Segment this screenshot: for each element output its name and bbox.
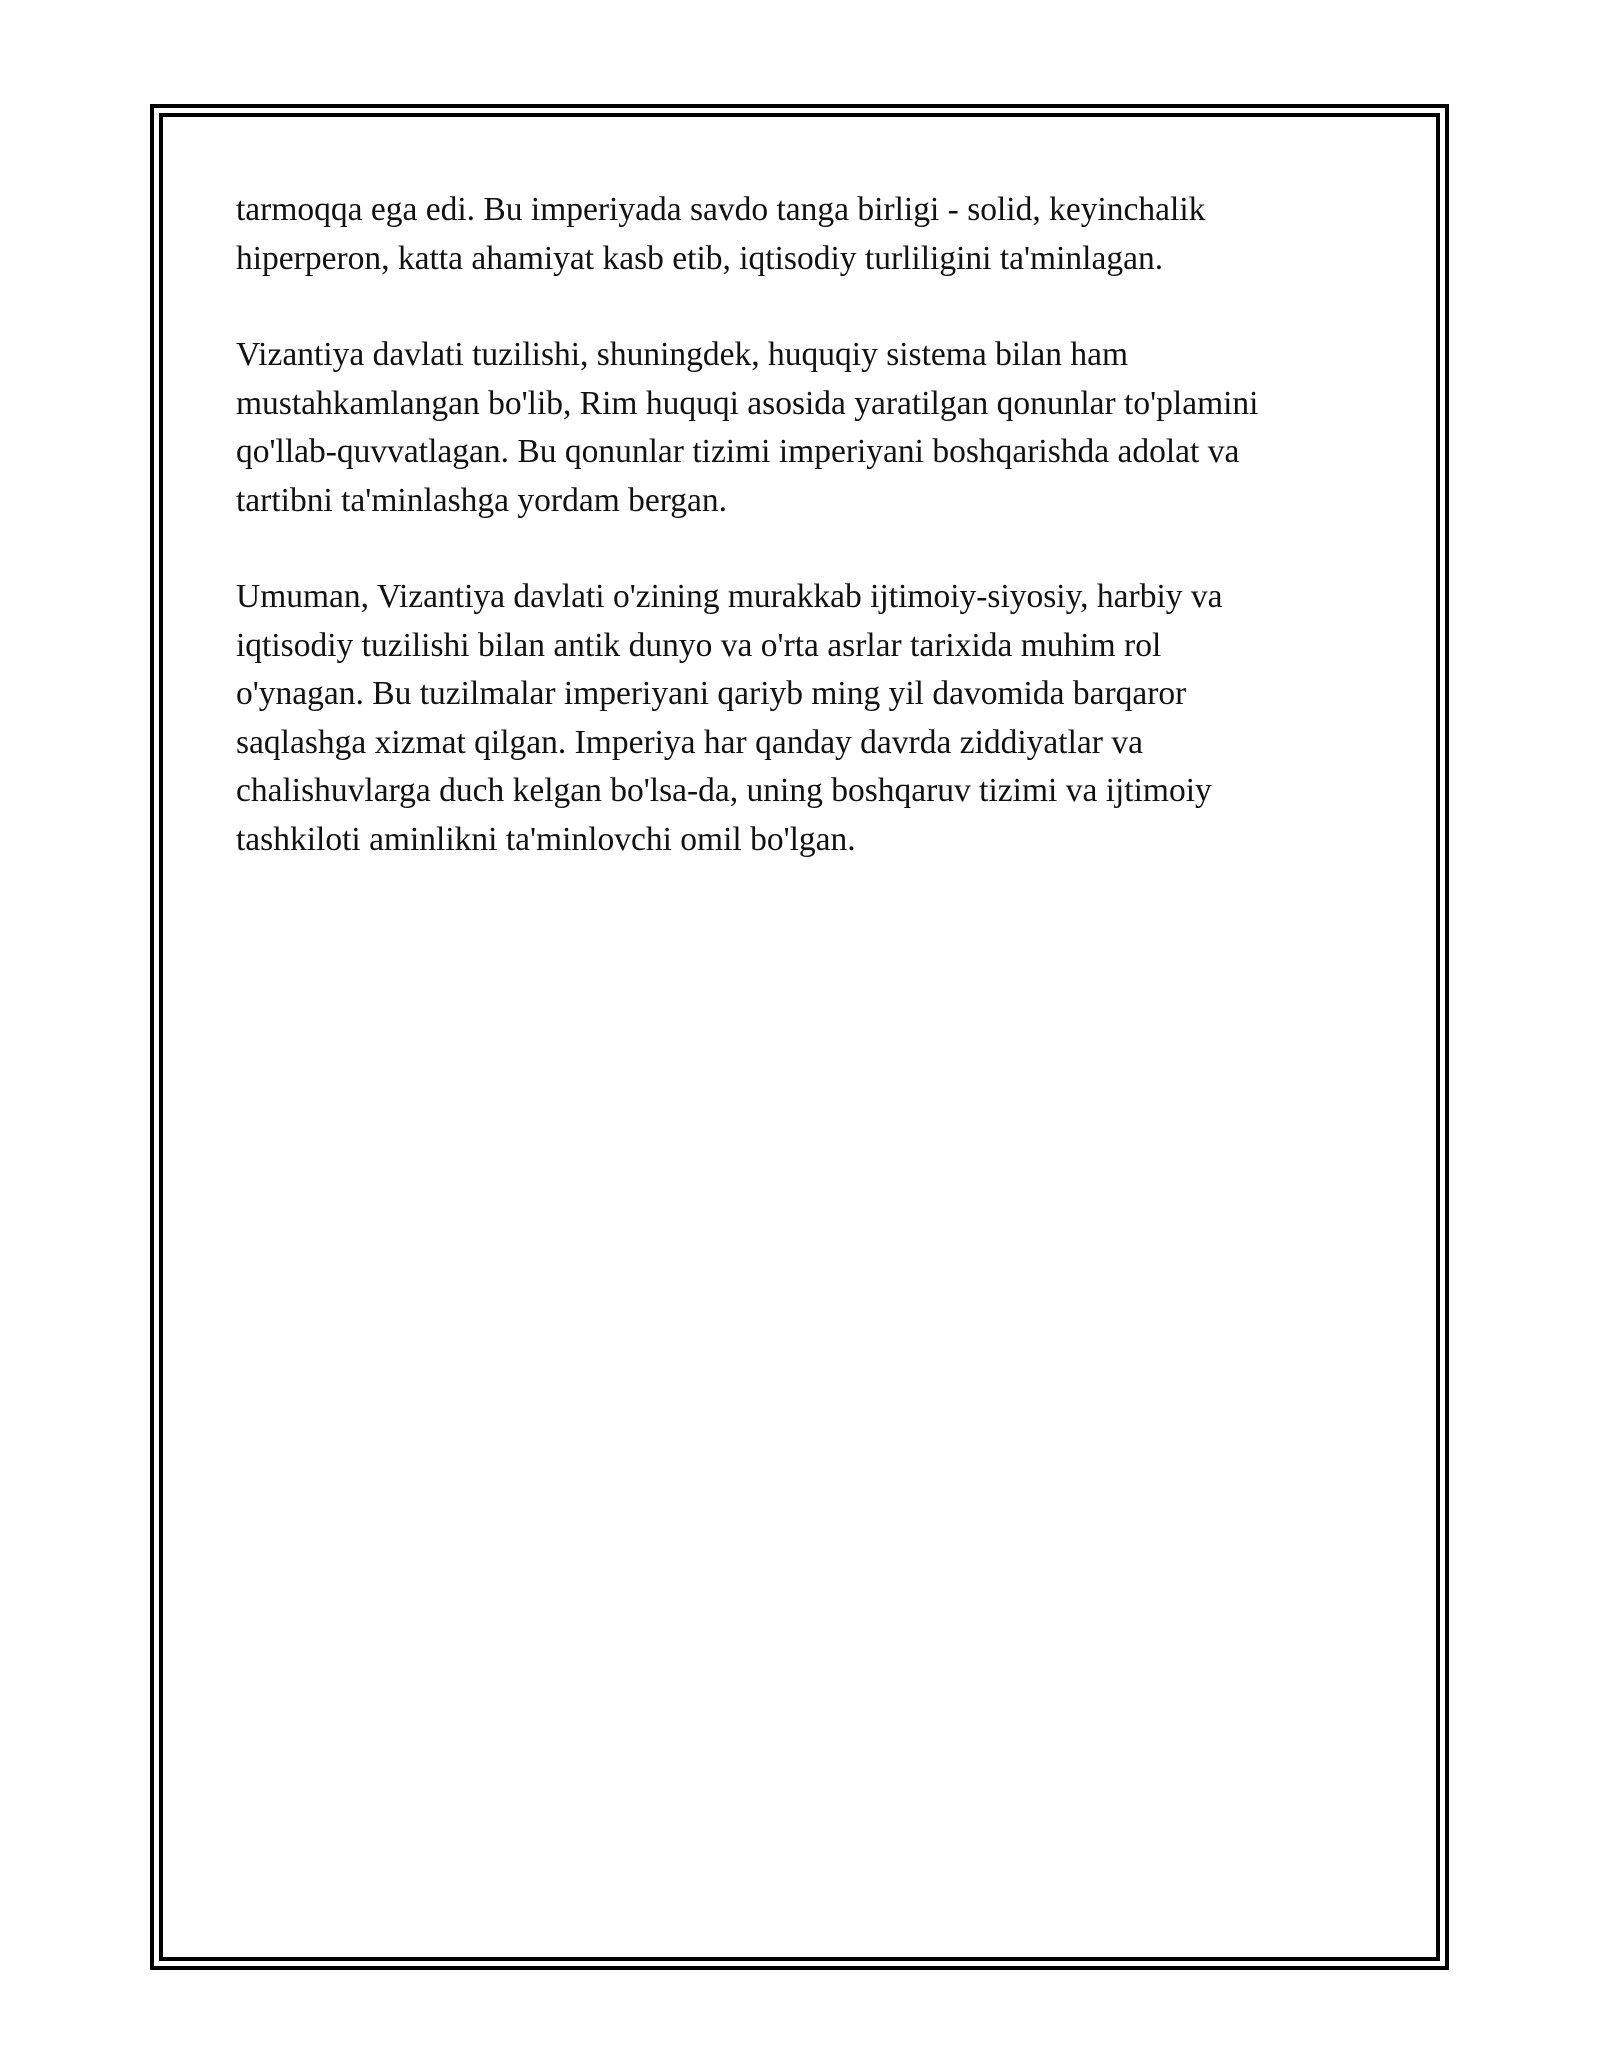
paragraph-line: o'ynagan. Bu tuzilmalar imperiyani qariyb ming yil davomida barqaror bbox=[236, 675, 1187, 712]
paragraph-line: tarmoqqa ega edi. Bu imperiyada savdo tanga birligi - solid, keyinchalik bbox=[236, 191, 1206, 228]
paragraph-line: mustahkamlangan bo'lib, Rim huquqi asosida yaratilgan qonunlar to'plamini bbox=[236, 384, 1259, 422]
page-content bbox=[236, 186, 1376, 912]
paragraph-1 bbox=[236, 186, 1376, 283]
paragraph-line: chalishuvlarga duch kelgan bo'lsa-da, uning boshqaruv tizimi va ijtimoiy bbox=[236, 772, 1212, 809]
paragraph-line: hiperperon, katta ahamiyat kasb etib, iqtisodiy turliligini ta'minlagan. bbox=[236, 239, 1164, 277]
paragraph-line: Vizantiya davlati tuzilishi, shuningdek, huquqiy sistema bilan ham bbox=[236, 336, 1129, 373]
paragraph-line: tartibni ta'minlashga yordam bergan. bbox=[236, 481, 728, 519]
paragraph-line: qo'llab-quvvatlagan. Bu qonunlar tizimi imperiyani boshqarishda adolat va bbox=[236, 433, 1240, 470]
paragraph-line: Umuman, Vizantiya davlati o'zining murakkab ijtimoiy-siyosiy, harbiy va bbox=[236, 578, 1223, 615]
paragraph-line: saqlashga xizmat qilgan. Imperiya har qanday davrda ziddiyatlar va bbox=[236, 723, 1143, 761]
paragraph-line: iqtisodiy tuzilishi bilan antik dunyo va o'rta asrlar tarixida muhim rol bbox=[236, 626, 1162, 664]
paragraph-3 bbox=[236, 573, 1376, 864]
paragraph-2 bbox=[236, 331, 1376, 525]
paragraph-line: tashkiloti aminlikni ta'minlovchi omil bo'lgan. bbox=[236, 820, 856, 858]
